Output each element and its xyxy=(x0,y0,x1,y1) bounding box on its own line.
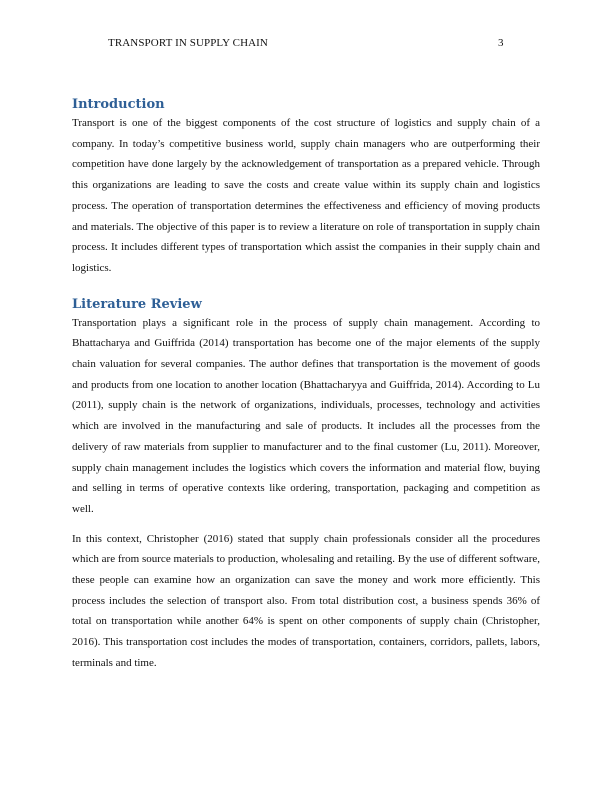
literature-review-section xyxy=(72,296,540,674)
introduction-section xyxy=(72,96,540,279)
page-number: 3 xyxy=(498,37,504,49)
page-content xyxy=(72,96,540,674)
running-head: TRANSPORT IN SUPPLY CHAIN xyxy=(108,37,268,49)
section-spacer xyxy=(72,279,540,296)
paragraph-spacer xyxy=(72,520,540,529)
introduction-paragraph: Transport is one of the biggest components of the cost structure of logistics and supply chain of a company. In today’s competitive business world, supply chain managers who are outperforming their competition have done largely by the acknowledgement of transportation as a prepared vehicle. Through this organizations are leading to save the costs and create value within its supply chain and logistics process. The operation of transportation determines the effectiveness and efficiency of moving products and materials. The objective of this paper is to review a literature on role of transportation in supply chain process. It includes different types of transportation which assist the companies in their supply chain and logistics. xyxy=(72,117,540,274)
literature-review-paragraph-2: In this context, Christopher (2016) stated that supply chain professionals consider all the procedures which are from source materials to production, wholesaling and retailing. By the use of different software, these people can examine how an organization can save the money and work more efficiently. This process includes the selection of transport also. From total distribution cost, a business spends 36% of total on transportation while another 64% is spent on other components of supply chain (Christopher, 2016). This transportation cost includes the modes of transportation, containers, corridors, pallets, labors, terminals and time. xyxy=(72,532,540,669)
literature-review-heading: Literature Review xyxy=(72,296,202,312)
literature-review-paragraph-1: Transportation plays a significant role in the process of supply chain management. According to Bhattacharya and Guiffrida (2014) transportation has become one of the major elements of the supply chain valuation for several companies. The author defines that transportation is the movement of goods and products from one location to another location (Bhattacharyya and Guiffrida, 2014). According to Lu (2011), supply chain is the network of organizations, individuals, processes, technology and activities which are involved in the manufacturing and sale of products. It includes all the processes from the delivery of raw materials from supplier to manufacturer and to the final customer (Lu, 2011). Moreover, supply chain management includes the logistics which covers the information and material flow, buying and selling in terms of operative contexts like ordering, transportation, packaging and competition as well. xyxy=(72,316,540,515)
introduction-heading: Introduction xyxy=(72,97,165,112)
